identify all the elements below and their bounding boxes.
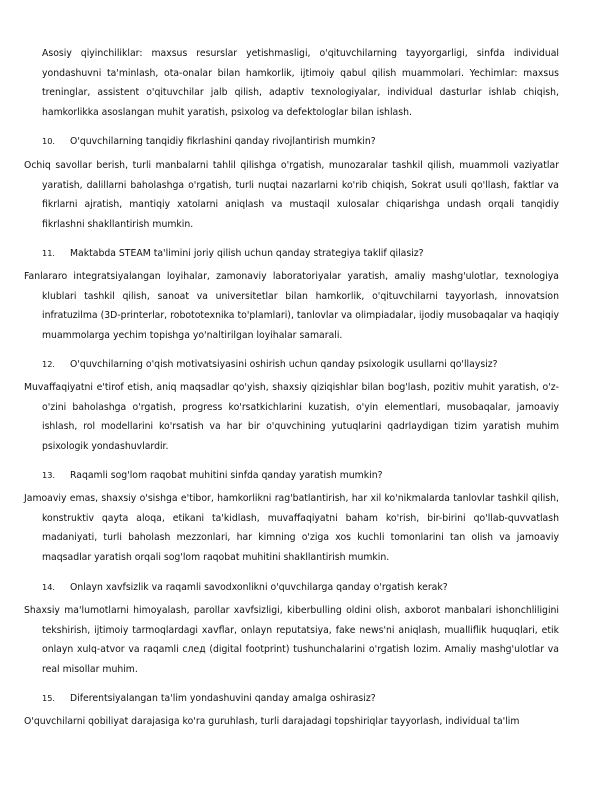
question-text: Maktabda STEAM ta'limini joriy qilish uchun qanday strategiya taklif qilasiz? [70,248,424,259]
answer-14: Shaxsiy ma'lumotlarni himoyalash, parollar xavfsizligi, kiberbulling oldini olish, axborot manbalari ishonchliligini tekshirish, ijtimoiy tarmoqlardagi xavflar, onlayn reputatsiya, fake news'ni aniqlash, mualliflik huquqlari, etik onlayn xulq-atvor va raqamli след (digital footprint) tushunchalarini o'rgatish lozim. Amaliy mashg'ulotlar va real misollar muhim. [24,605,559,675]
question-text: Diferentsiyalangan ta'lim yondashuvini qanday amalga oshirasiz? [70,693,376,704]
question-text: O'quvchilarning tanqidiy fikrlashini qanday rivojlantirish mumkin? [70,136,376,147]
question-14 [42,580,559,595]
question-10 [42,134,559,149]
question-number: 10. [42,136,56,146]
question-12 [42,357,559,372]
answer-13: Jamoaviy emas, shaxsiy o'sishga e'tibor, hamkorlikni rag'batlantirish, har xil ko'nikmalarda tanlovlar tashkil qilish, konstruktiv qayta aloqa, etikani ta'kidlash, muvaffaqiyatni baham ko'rish, bir-birini qo'llab-quvvatlash madaniyati, turli baholash mezzonlari, har kimning o'ziga xos kuchli tomonlarini tan olish va jamoaviy maqsadlar yaratish orqali sog'lom raqobat muhitini shakllantirish mumkin. [24,493,559,563]
question-text: Raqamli sog'lom raqobat muhitini sinfda qanday yaratish mumkin? [70,470,383,481]
question-11 [42,246,559,261]
answer-10: Ochiq savollar berish, turli manbalarni tahlil qilishga o'rgatish, munozaralar tashkil qilish, muammoli vaziyatlar yaratish, dalillarni baholashga o'rgatish, turli nuqtai nazarlarni ko'rib chiqish, Sokrat usuli qo'llash, faktlar va fikrlarni ajratish, mantiqiy xatolarni aniqlash va mustaqil xulosalar chiqarishga undash orqali tanqidiy fikrlashni shakllantirish mumkin. [24,160,559,230]
question-13 [42,468,559,483]
question-15 [42,691,559,706]
answer-12: Muvaffaqiyatni e'tirof etish, aniq maqsadlar qo'yish, shaxsiy qiziqishlar bilan bog'lash, pozitiv muhit yaratish, o'z-o'zini baholashga o'rgatish, progress ko'rsatkichlarini kuzatish, o'yin elementlari, musobaqalar, jamoaviy ishlash, rol modellarini ko'rsatish va har bir o'quvchining yutuqlarini qadrlaydigan tizim yaratish muhim psixologik yondashuvlardir. [24,382,559,452]
answer-15: O'quvchilarni qobiliyat darajasiga ko'ra guruhlash, turli darajadagi topshiriqlar tayyorlash, individual ta'lim [24,716,520,727]
question-number: 13. [42,470,56,480]
question-number: 11. [42,248,56,258]
question-number: 14. [42,582,56,592]
question-text: O'quvchilarning o'qish motivatsiyasini oshirish uchun qanday psixologik usullarni qo'llaysiz? [70,359,498,370]
question-number: 15. [42,693,56,703]
answer-9: Asosiy qiyinchiliklar: maxsus resurslar yetishmasligi, o'qituvchilarning tayyorgarligi, sinfda individual yondashuvni ta'minlash, ota-onalar bilan hamkorlik, ijtimoiy qabul qilish muammolari. Yechimlar: maxsus treninglar, assistent o'qituvchilar jalb qilish, adaptiv texnologiyalar, individual dasturlar ishlab chiqish, hamkorlikka asoslangan muhit yaratish, psixolog va defektologlar bilan ishlash. [42,48,559,118]
question-text: Onlayn xavfsizlik va raqamli savodxonlikni o'quvchilarga qanday o'rgatish kerak? [70,582,448,593]
answer-11: Fanlararo integratsiyalangan loyihalar, zamonaviy laboratoriyalar yaratish, amaliy mashg'ulotlar, texnologiya klublari tashkil qilish, sanoat va universitetlar bilan hamkorlik, o'qituvchilarni tayyorlash, innovatsion infratuzilma (3D-printerlar, robototexnika to'plamlari), tanlovlar va olimpiadalar, ijodiy musobaqalar va haqiqiy muammolarga yechim topishga yo'naltirilgan loyihalar samarali. [24,271,559,341]
question-number: 12. [42,359,56,369]
